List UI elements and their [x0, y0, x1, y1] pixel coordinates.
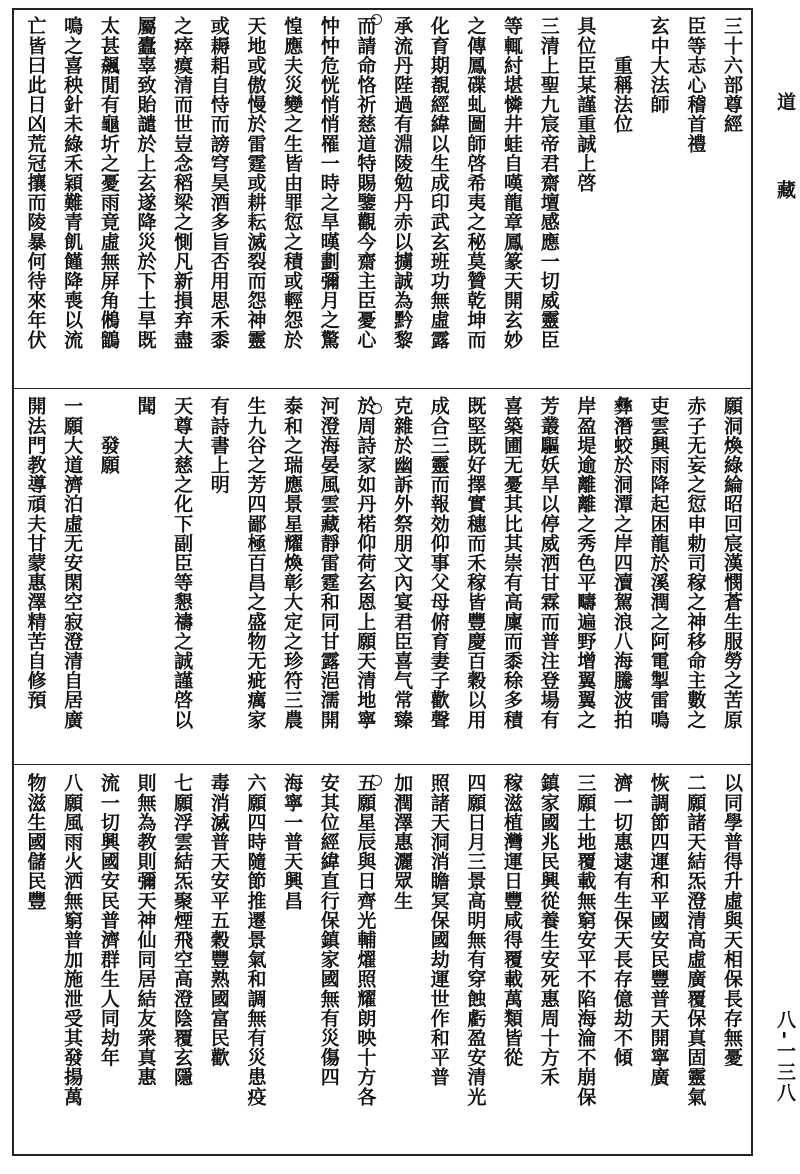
- text-panel-top: [16, 16, 751, 382]
- text-column: 克雜於幽訴外祭朋文內宴君臣喜气常臻: [391, 396, 414, 730]
- text-column: 河澄海晏風雲藏靜雷霆和同甘露浥濡開: [317, 396, 340, 730]
- text-column: 稼滋植灣運日豐咸得覆載萬類皆從: [501, 773, 524, 1067]
- text-column: 而請命恪祈慈道特賜鑒觀今齋主臣憂心: [354, 16, 377, 350]
- text-column: 三十六部尊經: [720, 16, 743, 134]
- text-column: 聞: [134, 396, 157, 416]
- page-number: 八-一三八: [774, 1010, 796, 1104]
- text-column: 惶應夫災變之生皆由罪愆之積或輕怨於: [281, 16, 304, 350]
- text-column: 開法門教導頑夫甘蒙惠澤精苦自修預: [24, 396, 47, 710]
- text-column: 六願四時隨節推遷景氣和調無有災患疫: [244, 773, 267, 1107]
- text-column: 鳴之喜秧針未綠禾穎難青飢饉降喪以流: [61, 16, 84, 350]
- text-column: 喜築圃无憂其比其崇有高廩而黍稌多積: [501, 396, 524, 730]
- text-column: 芳叢驅妖旱以停威洒甘霖而普注登場有: [537, 396, 560, 730]
- text-column: 亡皆曰此日凶荒冠攘而陵暴何待來年伏: [24, 16, 47, 350]
- text-column: 承流丹陛過有淵陵勉丹赤以擄誠為黔黎: [391, 16, 414, 350]
- text-column: 具位臣某謹重誠上啓: [574, 16, 597, 193]
- text-column: 八願風雨火洒無窮普加施泄受其發揚萬: [61, 773, 84, 1107]
- section-divider-top: [12, 388, 753, 389]
- book-title: 道: [774, 92, 796, 111]
- text-column: 有詩書上明: [207, 396, 230, 494]
- text-column: 則無為教則彌天神仙同居結友衆真惠: [134, 773, 157, 1087]
- text-column: 泰和之瑞應景星耀煥彰大定之珍符三農: [281, 396, 304, 730]
- book-title-second-char: 藏: [774, 180, 796, 199]
- text-column: 之瘁瘼清而世豈念稻梁之惻凡新損弃盡: [171, 16, 194, 350]
- text-column: 一願大道濟泊虛无安閑空寂澄清自居廣: [61, 396, 84, 730]
- text-column: 太甚飆閒有龜圻之憂雨竟虛無屏角鵂鶹: [97, 16, 120, 350]
- text-column: 彝潛蛟於洞潭之岸四瀆駕浪八海騰波拍: [611, 396, 633, 730]
- text-column: 三清上聖九宸帝君齋壇感應一切威靈臣: [537, 16, 560, 350]
- text-column: 照諸天洞消瞻冥保國劫運世作和平普: [427, 773, 450, 1087]
- text-column: 化育期覩經緯以生成印武玄班功無虛露: [427, 16, 450, 350]
- text-column: 加潤澤惠灑眾生: [391, 773, 414, 911]
- text-column: 以同學普得升虛與天相保長存無憂: [720, 773, 743, 1067]
- text-column: 忡忡危恍悄悄罹一時之旱暵劃彌月之驚: [317, 16, 340, 350]
- text-column: 於周詩家如丹楉仰荷玄恩上願天清地寧: [354, 396, 377, 730]
- text-column: 二願諸天結炁澄清高虛廣覆保真固靈氣: [684, 773, 707, 1107]
- text-column: 玄中大法師: [647, 16, 670, 114]
- text-panel-bottom: [16, 773, 751, 1151]
- text-column: 毒消滅普天安平五穀豐熟國富民歡: [207, 773, 230, 1067]
- section-divider-bottom: [12, 764, 753, 765]
- text-panel-middle: [16, 396, 751, 758]
- text-column: 海寧一普天興昌: [281, 773, 304, 911]
- text-column: 成合三靈而報効仰事父母俯育妻子歡聲: [427, 396, 450, 730]
- text-column: 天尊大慈之化下副臣等懇禱之誠謹啓以: [171, 396, 194, 730]
- text-column: 臣等志心稽首禮: [684, 16, 707, 154]
- text-column: 四願日月三景高明無有穿蝕虧盈安清光: [464, 773, 487, 1107]
- text-column: 發願: [97, 396, 120, 475]
- text-column: 重稱法位: [611, 16, 633, 134]
- text-column: 鎮家國兆民興從養生安死惠周十方禾: [537, 773, 560, 1087]
- text-column: 吏雲興雨降起困龍於溪潤之阿電掣雷鳴: [647, 396, 670, 730]
- text-column: 安其位經緯直行保鎮家國無有災傷四: [317, 773, 340, 1087]
- text-column: 既堅既好擇實穗而禾稼皆豐慶百穀以用: [464, 396, 487, 730]
- text-column: 三願土地覆載無窮安平不陷海淪不崩保: [574, 773, 597, 1107]
- text-column: 等輒紂堪憐井蛙自嘆龍章鳳篆天開玄妙: [501, 16, 524, 350]
- text-column: 或耨耜自恃而謗穹昊酒多旨否用思禾黍: [207, 16, 230, 350]
- text-column: 濟一切惠逮有生保天長存億劫不傾: [611, 773, 633, 1067]
- text-column: 願洞煥綠綸昭回宸漢憫蒼生服勞之苦原: [720, 396, 743, 730]
- text-column: 屬蠹辜致貽譴於上玄遂降災於下土旱既: [134, 16, 157, 350]
- text-column: 七願浮雲結炁聚煙飛空高澄陰覆玄隱: [171, 773, 194, 1087]
- text-column: 恢調節四運和平國安民豐普天開寧廣: [647, 773, 670, 1087]
- text-column: 五願星辰與日齊光輔燿照耀朗映十方各: [354, 773, 377, 1107]
- text-column: 赤子无妄之愆申勅司稼之神移命主數之: [684, 396, 707, 730]
- text-column: 岸盈堤逾離離之秀色平疇遍野增翼翼之: [574, 396, 597, 730]
- text-column: 生九谷之芳四鄙極百昌之盛物无疵癘家: [244, 396, 267, 730]
- text-column: 流一切興國安民普濟群生人同劫年: [97, 773, 120, 1067]
- text-column: 之傳鳳碟虬圖師啓希夷之秘莫贊乾坤而: [464, 16, 487, 350]
- text-column: 天地或傲慢於雷霆或耕耘滅裂而怨神靈: [244, 16, 267, 350]
- text-column: 物滋生國儲民豐: [24, 773, 47, 911]
